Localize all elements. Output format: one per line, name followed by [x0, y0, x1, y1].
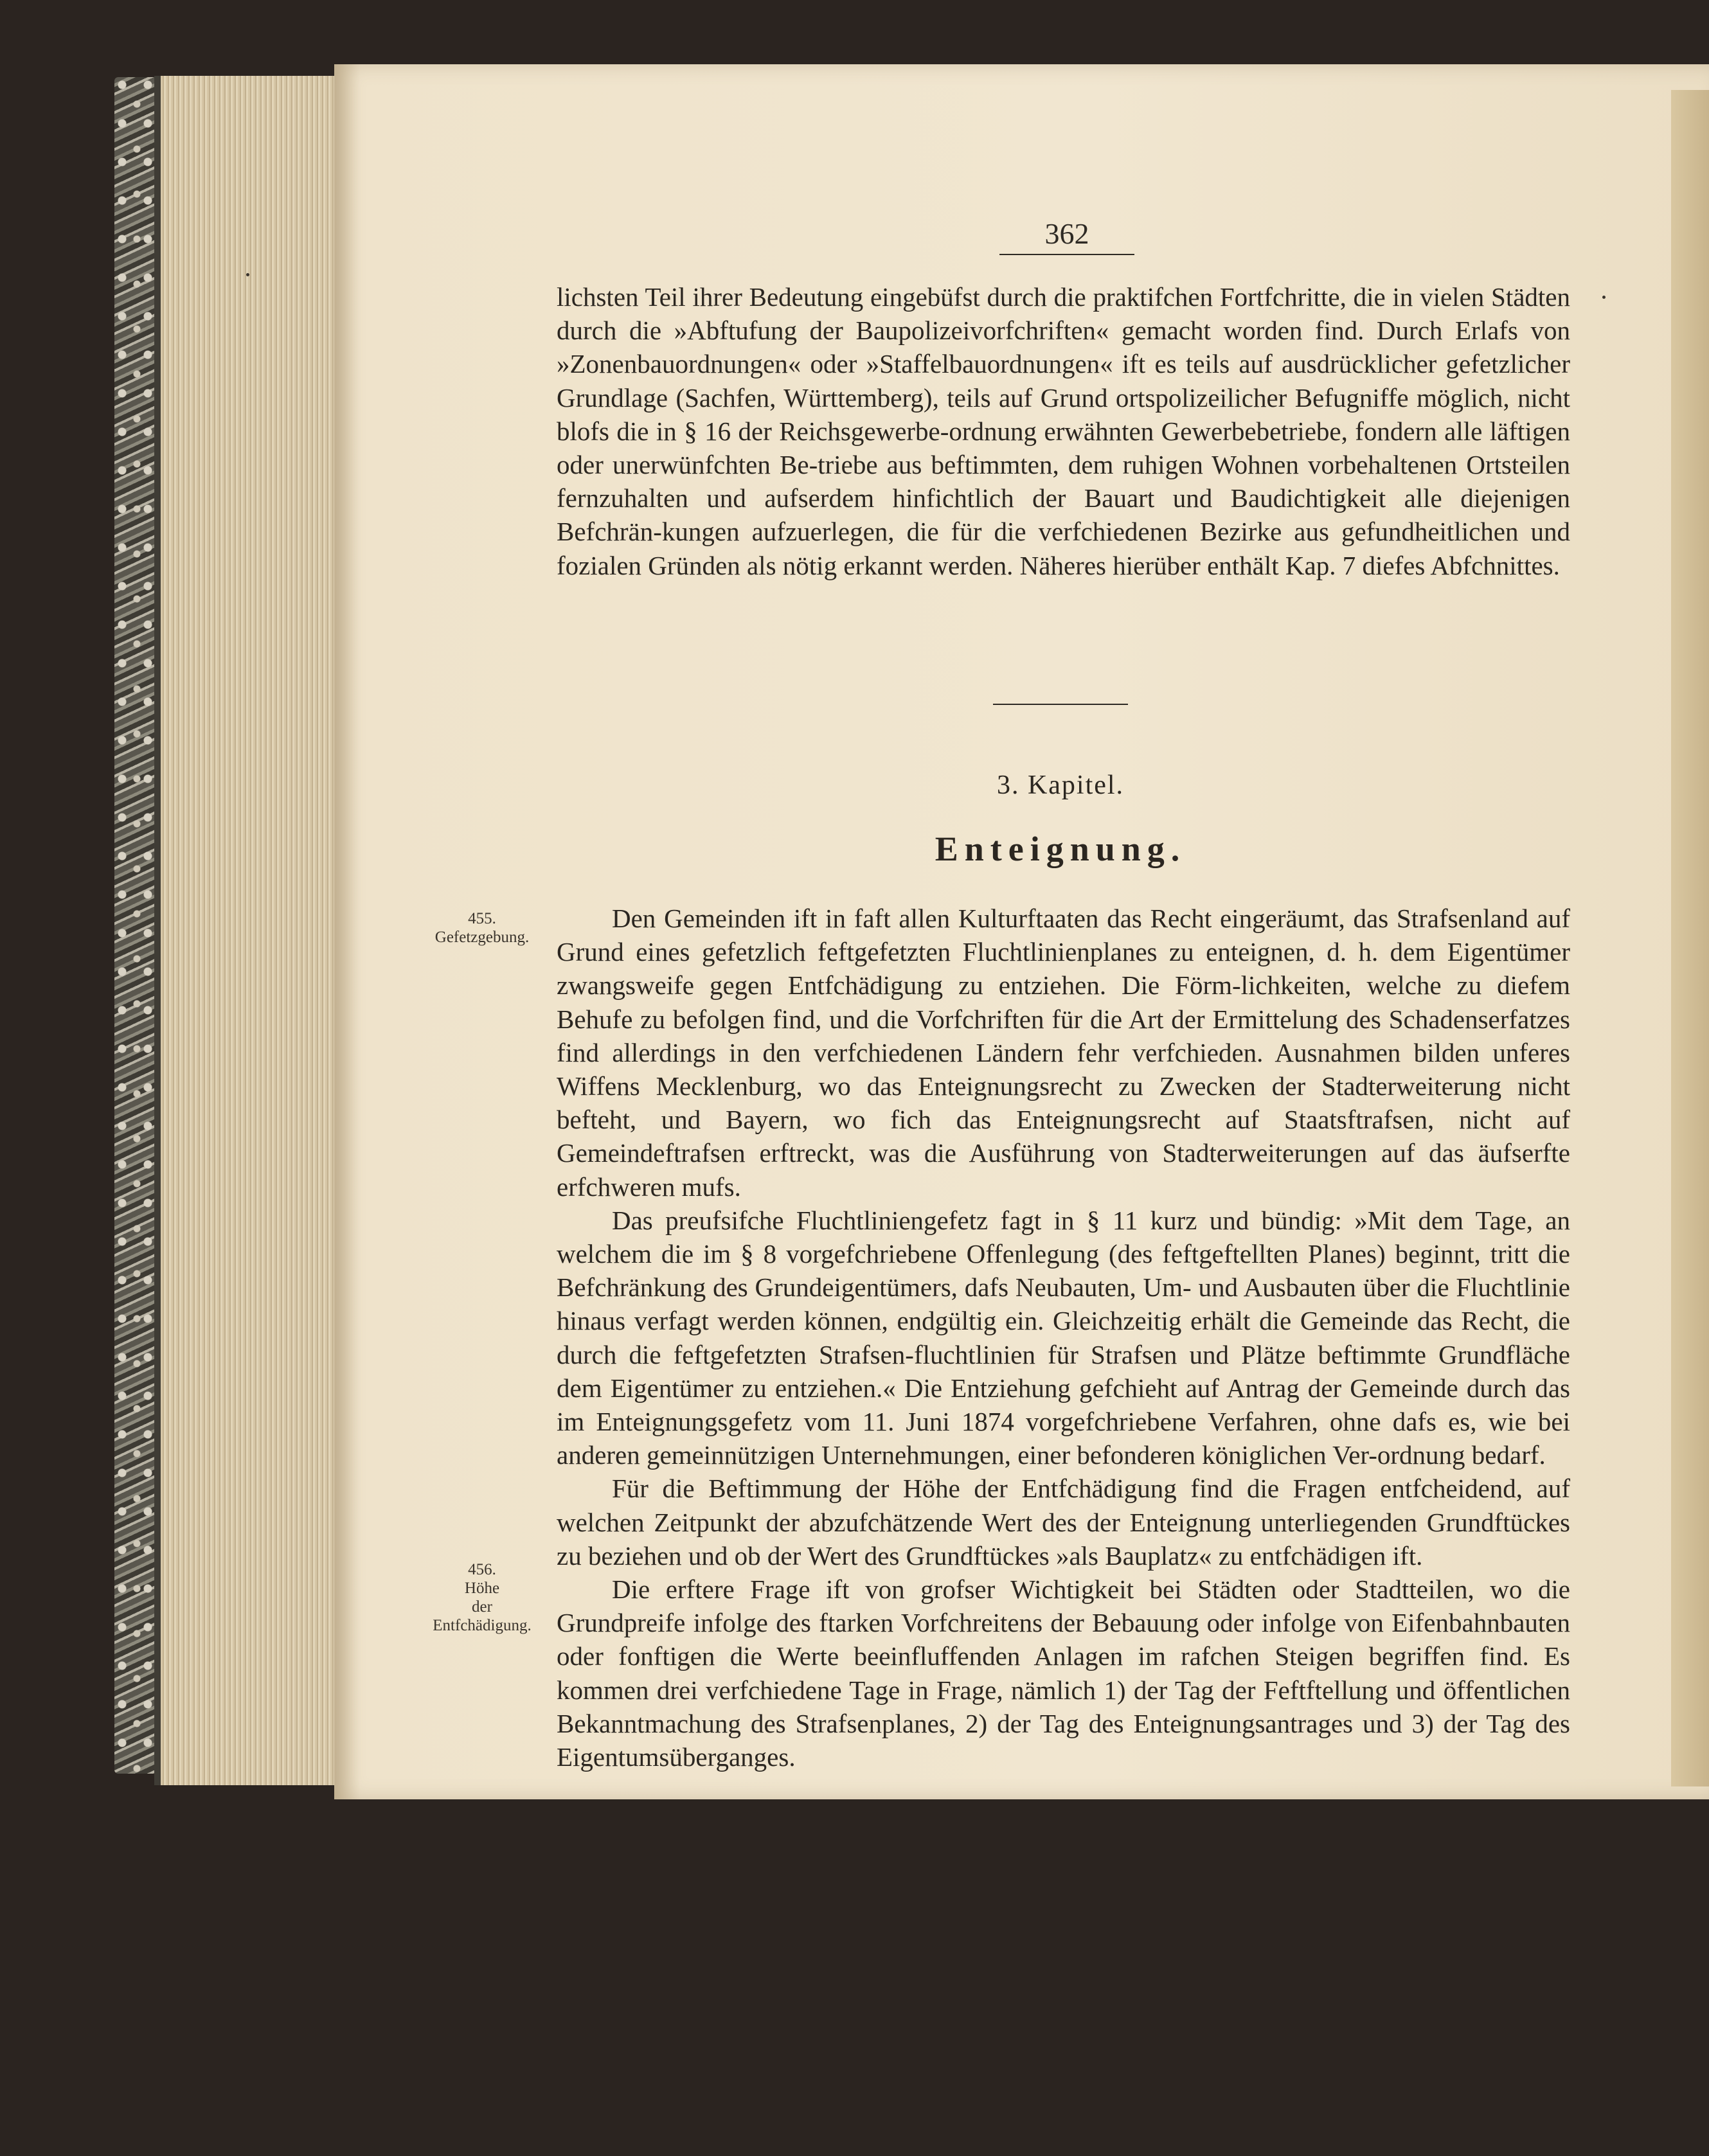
paragraph: Für die Beftimmung der Höhe der Entfchädigung find die Fragen entfcheidend, auf welchen Zeitpunkt der abzufchätzende Wert des der Enteignung unterliegenden Grundftückes zu beziehen und ob der Wert des Grundftückes »als Bauplatz« zu entfchädigen ift. [557, 1474, 1570, 1571]
marginal-number: 455. [468, 910, 496, 927]
marginal-label-line: Entfchädigung. [433, 1617, 532, 1634]
chapter-number: 3. Kapitel. [996, 771, 1125, 800]
paragraph: Den Gemeinden ift in faft allen Kulturftaaten das Recht eingeräumt, das Strafsenland auf Grund eines gefetzlich feftgefetzten Fluchtlinienplanes zu enteignen, d. h. dem Eigentümer zwangsweife gegen Entfchädigung zu entziehen. Die Förm-lichkeiten, welche zu diefem Behufe zu befolgen find, und die Vorfchriften für die Art der Ermittelung des Schadenserfatzes find allerdings in den verfchiedenen Ländern fehr verfchieden. Ausnahmen bilden unferes Wiffens Mecklenburg, wo das Enteignungsrecht zu Zwecken der Stadterweiterung nicht befteht, und Bayern, wo fich das Enteignungsrecht auf Staatsftrafsen, nicht auf Gemeindeftrafsen erftreckt, was die Ausführung von Stadterweiterungen auf das äufserfte erfchweren mufs. [557, 904, 1570, 1202]
ink-speck [1602, 296, 1606, 299]
facing-page-edge [1671, 90, 1709, 1786]
marginal-note-455 [411, 909, 553, 947]
ink-speck [246, 273, 249, 276]
top-text-block [557, 280, 1570, 582]
chapter-title: Enteignung. [935, 830, 1186, 868]
main-text-block [557, 902, 1570, 1774]
marginal-label: Gefetzgebung. [434, 929, 530, 946]
paragraph: Das preufsifche Fluchtliniengefetz fagt in § 11 kurz und bündig: »Mit dem Tage, an welchem die im § 8 vorgefchriebene Offenlegung (des feftgeftellten Planes) beginnt, tritt die Befchränkung des Grundeigentümers, dafs Neubauten, Um- und Ausbauten über die Fluchtlinie hinaus verfagt werden können, endgültig ein. Gleichzeitig erhält die Gemeinde das Recht, die durch die feftgefetzten Strafsen-fluchtlinien für Strafsen und Plätze beftimmte Grundfläche dem Eigentümer zu entziehen.« Die Entziehung gefchieht auf Antrag der Gemeinde durch das im Enteignungsgefetz vom 11. Juni 1874 vorgefchriebene Verfahren, ohne dafs es, wie bei anderen gemeinnützigen Unternehmungen, einer befonderen königlichen Ver-ordnung bedarf. [557, 1205, 1570, 1470]
paragraph: Die erftere Frage ift von grofser Wichtigkeit bei Städten oder Stadtteilen, wo die Grundpreife infolge des ftarken Vorfchreitens der Bebauung oder infolge von Eifenbahnbauten oder fonftigen die Werte beeinfluffenden Anlagen im rafchen Steigen begriffen find. Es kommen drei verfchiedene Tage in Frage, nämlich 1) der Tag der Feftftellung und öffentlichen Bekanntmachung des Strafsenplanes, 2) der Tag des Enteignungsantrages und 3) der Tag des Eigentumsüberganges. [557, 1574, 1570, 1772]
marginal-label-line: Höhe [464, 1580, 500, 1597]
paragraph-continued: lichsten Teil ihrer Bedeutung eingebüfst durch die praktifchen Fortfchritte, die in vielen Städten durch die »Abftufung der Baupolizeivorfchriften« gemacht worden find. Durch Erlafs von »Zonenbauordnungen« oder »Staffelbauordnungen« ift es teils auf ausdrücklicher gefetzlicher Grundlage (Sachfen, Württemberg), teils auf Grund ortspolizeilicher Befugniffe möglich, nicht blofs die in § 16 der Reichsgewerbe-ordnung erwähnten Gewerbebetriebe, fondern alle läftigen oder unerwünfchten Be-triebe aus beftimmten, dem ruhigen Wohnen vorbehaltenen Ortsteilen fernzuhalten und aufserdem hinfichtlich der Bauart und Baudichtigkeit alle diejenigen Befchrän-kungen aufzuerlegen, die für die verfchiedenen Bezirke aus gefundheitlichen und fozialen Gründen als nötig erkannt werden. Näheres hierüber enthält Kap. 7 diefes Abfchnittes. [557, 282, 1570, 580]
page-number: 362 [999, 215, 1134, 255]
marginal-note-456 [411, 1560, 553, 1635]
page-stack-edge [154, 76, 353, 1785]
marginal-label-line: der [472, 1598, 492, 1616]
marginal-number: 456. [468, 1561, 496, 1578]
section-divider-rule [993, 704, 1128, 705]
